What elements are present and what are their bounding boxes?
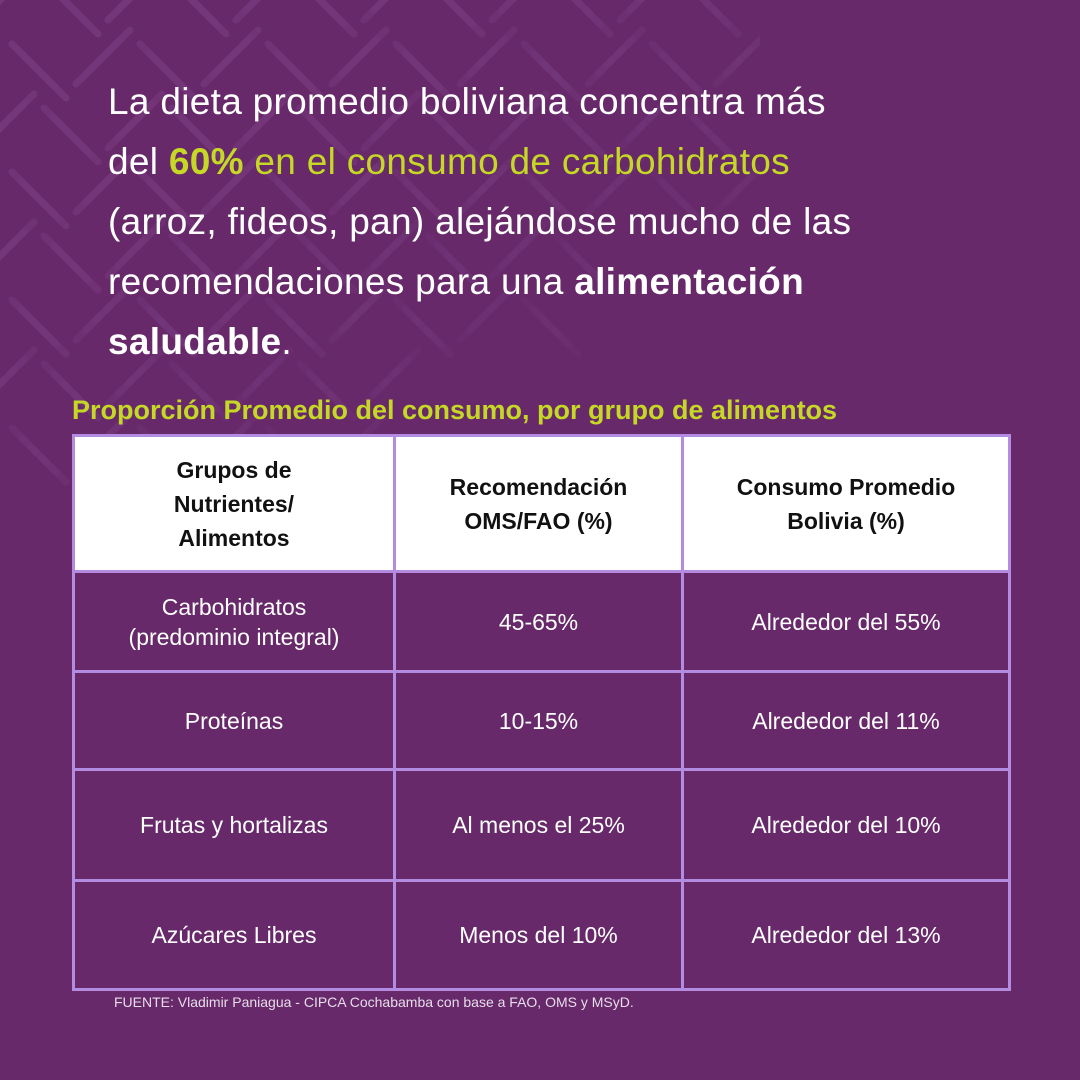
table-title: Proporción Promedio del consumo, por grupo de alimentos [72,395,838,425]
pattern-stroke [684,0,708,4]
cell-line: (predominio integral) [128,623,340,650]
pattern-stroke [22,310,46,334]
headline-line-3: (arroz, fideos, pan) alejándose mucho de las [108,201,852,242]
pattern-stroke [492,0,516,20]
pattern-stroke [42,330,66,354]
pattern-stroke [0,0,14,10]
pattern-stroke [246,0,270,10]
pattern-stroke [44,236,68,260]
highlight-percentage: 60% [168,141,244,182]
pattern-stroke [76,60,100,84]
cell-text [751,810,940,840]
pattern-stroke [54,118,78,142]
pattern-stroke [490,30,514,54]
cell-line: Recomendación [449,473,628,500]
pattern-stroke [586,10,610,34]
pattern-stroke [364,0,388,20]
cell-line: Al menos el 25% [452,812,625,838]
pattern-stroke [64,128,88,152]
pattern-stroke [74,138,98,162]
pattern-stroke [234,30,258,54]
table-cell-group [75,882,396,988]
pattern-stroke [0,380,4,404]
pattern-stroke [76,188,100,212]
cell-line: Consumo Promedio [736,473,956,500]
table-cell-recommendation [396,771,684,882]
headline-line-2: del 60% en el consumo de carbohidratos [108,141,790,182]
cell-line: Proteínas [184,707,284,734]
cell-line: Azúcares Libres [151,922,317,948]
cell-text [752,706,940,736]
pattern-stroke [342,50,366,74]
pattern-stroke [556,0,580,4]
pattern-stroke [74,10,98,34]
cell-text [174,453,294,555]
cell-line: Nutrientes/ [173,490,295,517]
pattern-stroke [652,44,676,68]
cell-line: Grupos de [176,456,292,483]
pattern-stroke [310,0,334,14]
pattern-stroke [736,40,760,64]
cell-text [152,920,317,950]
pattern-stroke [44,0,68,4]
table-cell-recommendation [396,882,684,988]
table-cell-consumption [684,882,1008,988]
pattern-stroke [42,74,66,98]
pattern-stroke [630,0,654,10]
cell-line: 10-15% [498,707,579,734]
table-header-recommendation [396,437,684,573]
pattern-stroke [64,256,88,280]
pattern-stroke [32,192,56,216]
pattern-stroke [12,300,36,324]
cell-text [129,592,340,652]
pattern-stroke [42,202,66,226]
pattern-stroke [224,40,248,64]
pattern-stroke [300,0,324,4]
pattern-stroke [44,108,68,132]
cell-line: 45-65% [498,608,579,635]
headline-line-1: La dieta promedio boliviana concentra más [108,81,826,122]
headline-line-4: recomendaciones para una alimentación [108,261,804,302]
cell-text [140,810,328,840]
table-cell-group [75,771,396,882]
cell-line: Alrededor del 10% [751,812,941,838]
cell-text [499,607,578,637]
pattern-stroke [714,10,738,34]
table-header-group [75,437,396,573]
pattern-stroke [608,40,632,64]
pattern-stroke [352,40,376,64]
pattern-stroke [86,50,110,74]
cell-text [751,607,940,637]
pattern-stroke [64,0,88,24]
pattern-stroke [0,124,4,148]
pattern-stroke [0,360,24,384]
cell-text [185,706,283,736]
pattern-stroke [10,350,34,374]
pattern-stroke [746,30,760,54]
cell-text [751,920,940,950]
table-cell-group [75,573,396,673]
pattern-stroke [428,0,452,4]
pattern-stroke [502,0,526,10]
pattern-stroke [86,178,110,202]
pattern-stroke [10,222,34,246]
cell-line: OMS/FAO (%) [464,507,613,534]
cell-line: Carbohidratos [161,593,307,620]
table-cell-consumption [684,771,1008,882]
table-header-consumption [684,437,1008,573]
pattern-stroke [0,242,14,266]
pattern-stroke [42,458,66,482]
pattern-stroke [0,252,4,276]
headline-line-5: saludable. [108,321,292,362]
cell-text [737,470,956,538]
pattern-stroke [458,10,482,34]
pattern-stroke [0,104,24,128]
cell-text [499,706,578,736]
pattern-stroke [438,0,462,14]
table-cell-recommendation [396,573,684,673]
pattern-stroke [620,0,644,20]
nutrition-table [72,434,1011,991]
pattern-stroke [54,246,78,270]
headline [108,72,1008,372]
pattern-stroke [236,0,260,20]
pattern-stroke [86,306,110,330]
cell-line: Alrededor del 13% [751,922,941,948]
pattern-stroke [182,0,206,14]
pattern-stroke [10,94,34,118]
cell-text [452,810,625,840]
pattern-stroke [480,40,504,64]
pattern-stroke [32,320,56,344]
pattern-stroke [32,448,56,472]
table-cell-recommendation [396,673,684,771]
cell-text [459,920,618,950]
pattern-stroke [618,30,642,54]
pattern-stroke [96,40,120,64]
cell-line: Alimentos [178,524,290,551]
table-cell-consumption [684,573,1008,673]
pattern-stroke [76,316,100,340]
pattern-stroke [598,50,622,74]
pattern-stroke [44,364,68,388]
pattern-stroke [192,0,216,24]
pattern-stroke [268,44,292,68]
cell-line: Alrededor del 55% [751,608,941,635]
pattern-stroke [362,30,386,54]
pattern-stroke [0,0,4,20]
pattern-stroke [694,0,718,14]
pattern-stroke [0,232,24,256]
pattern-stroke [566,0,590,14]
pattern-stroke [0,114,14,138]
pattern-stroke [448,0,472,24]
pattern-stroke [22,182,46,206]
pattern-stroke [396,44,420,68]
pattern-stroke [12,44,36,68]
pattern-stroke [524,44,548,68]
pattern-stroke [32,64,56,88]
source-note: FUENTE: Vladimir Paniagua - CIPCA Cochabamba con base a FAO, OMS y MSyD. [114,994,634,1010]
pattern-stroke [0,370,14,394]
pattern-stroke [118,0,142,10]
pattern-stroke [12,428,36,452]
pattern-stroke [320,0,344,24]
cell-line: Bolivia (%) [787,507,905,534]
cell-text [450,470,628,538]
pattern-stroke [106,30,130,54]
pattern-stroke [108,0,132,20]
pattern-stroke [470,50,494,74]
pattern-stroke [54,0,78,14]
pattern-stroke [704,0,728,24]
cell-line: Frutas y hortalizas [140,812,328,838]
table-cell-consumption [684,673,1008,771]
pattern-stroke [374,0,398,10]
pattern-stroke [74,266,98,290]
pattern-stroke [202,10,226,34]
cell-line: Menos del 10% [459,922,618,948]
pattern-stroke [12,172,36,196]
pattern-stroke [172,0,196,4]
pattern-stroke [22,54,46,78]
table-cell-group [75,673,396,771]
pattern-stroke [726,50,750,74]
pattern-stroke [140,44,164,68]
pattern-stroke [22,438,46,462]
cell-line: Alrededor del 11% [752,707,940,734]
pattern-stroke [214,50,238,74]
pattern-stroke [330,10,354,34]
pattern-stroke [576,0,600,24]
